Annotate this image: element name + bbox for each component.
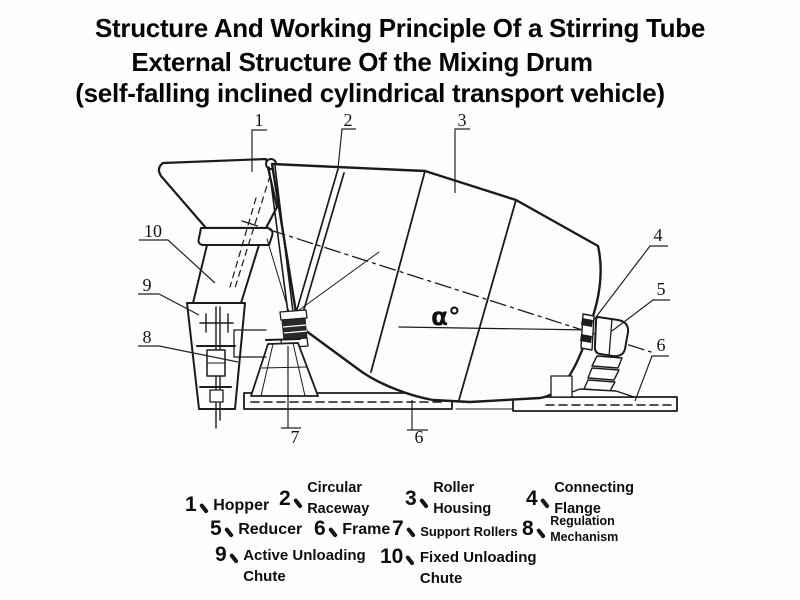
legend-item-active-unloading-chute: 9 Active Unloading Chute — [215, 543, 366, 585]
callout-2-leader — [338, 129, 356, 168]
callout-6-right: 6 — [656, 335, 666, 355]
enumeration-comma — [405, 555, 415, 566]
legend-item-roller-housing: 3 Roller Housing — [405, 480, 492, 517]
enumeration-comma — [406, 527, 416, 538]
enumeration-comma — [419, 498, 429, 509]
callout-1: 1 — [254, 110, 264, 130]
legend-item-circular-raceway: 2 Circular Raceway — [279, 480, 370, 517]
legend-item-hopper: 1 Hopper — [185, 493, 270, 516]
callout-2: 2 — [343, 110, 353, 130]
enumeration-comma — [540, 498, 550, 509]
callout-8: 8 — [142, 327, 152, 347]
enumeration-comma — [224, 527, 234, 538]
callout-4: 4 — [653, 225, 663, 245]
connecting-flange — [580, 314, 594, 350]
callout-7: 7 — [290, 427, 300, 447]
legend-item-connecting-flange: 4 Connecting Flange — [526, 480, 634, 517]
callout-5: 5 — [656, 279, 666, 299]
fixed-unloading-chute — [193, 228, 273, 303]
enumeration-comma — [229, 553, 239, 564]
enumeration-comma — [536, 528, 546, 539]
callout-6-right-leader — [635, 356, 669, 401]
enumeration-comma — [328, 527, 338, 538]
callout-6-bottom: 6 — [414, 427, 424, 447]
angle-label: α° — [431, 302, 461, 331]
callout-10: 10 — [144, 221, 162, 241]
legend-item-reducer: 5 Reducer — [210, 517, 303, 540]
enumeration-comma — [293, 498, 303, 509]
legend-item-frame: 6 Frame — [314, 517, 391, 540]
page-subtitle-2: (self-falling inclined cylindrical transport vehicle) — [75, 78, 665, 108]
page-title: Structure And Working Principle Of a Stirring Tube — [94, 13, 706, 43]
legend-item-support-rollers: 7 Support Rollers — [392, 517, 518, 540]
callout-9: 9 — [142, 275, 152, 295]
hopper — [159, 159, 277, 228]
legend-item-regulation-mechanism: 8 Regulation Mechanism — [522, 514, 619, 544]
legend-item-fixed-unloading-chute: 10 Fixed Unloading Chute — [380, 545, 537, 587]
page-subtitle: External Structure Of the Mixing Drum — [131, 47, 593, 77]
enumeration-comma — [199, 503, 209, 514]
callout-3: 3 — [457, 110, 467, 130]
